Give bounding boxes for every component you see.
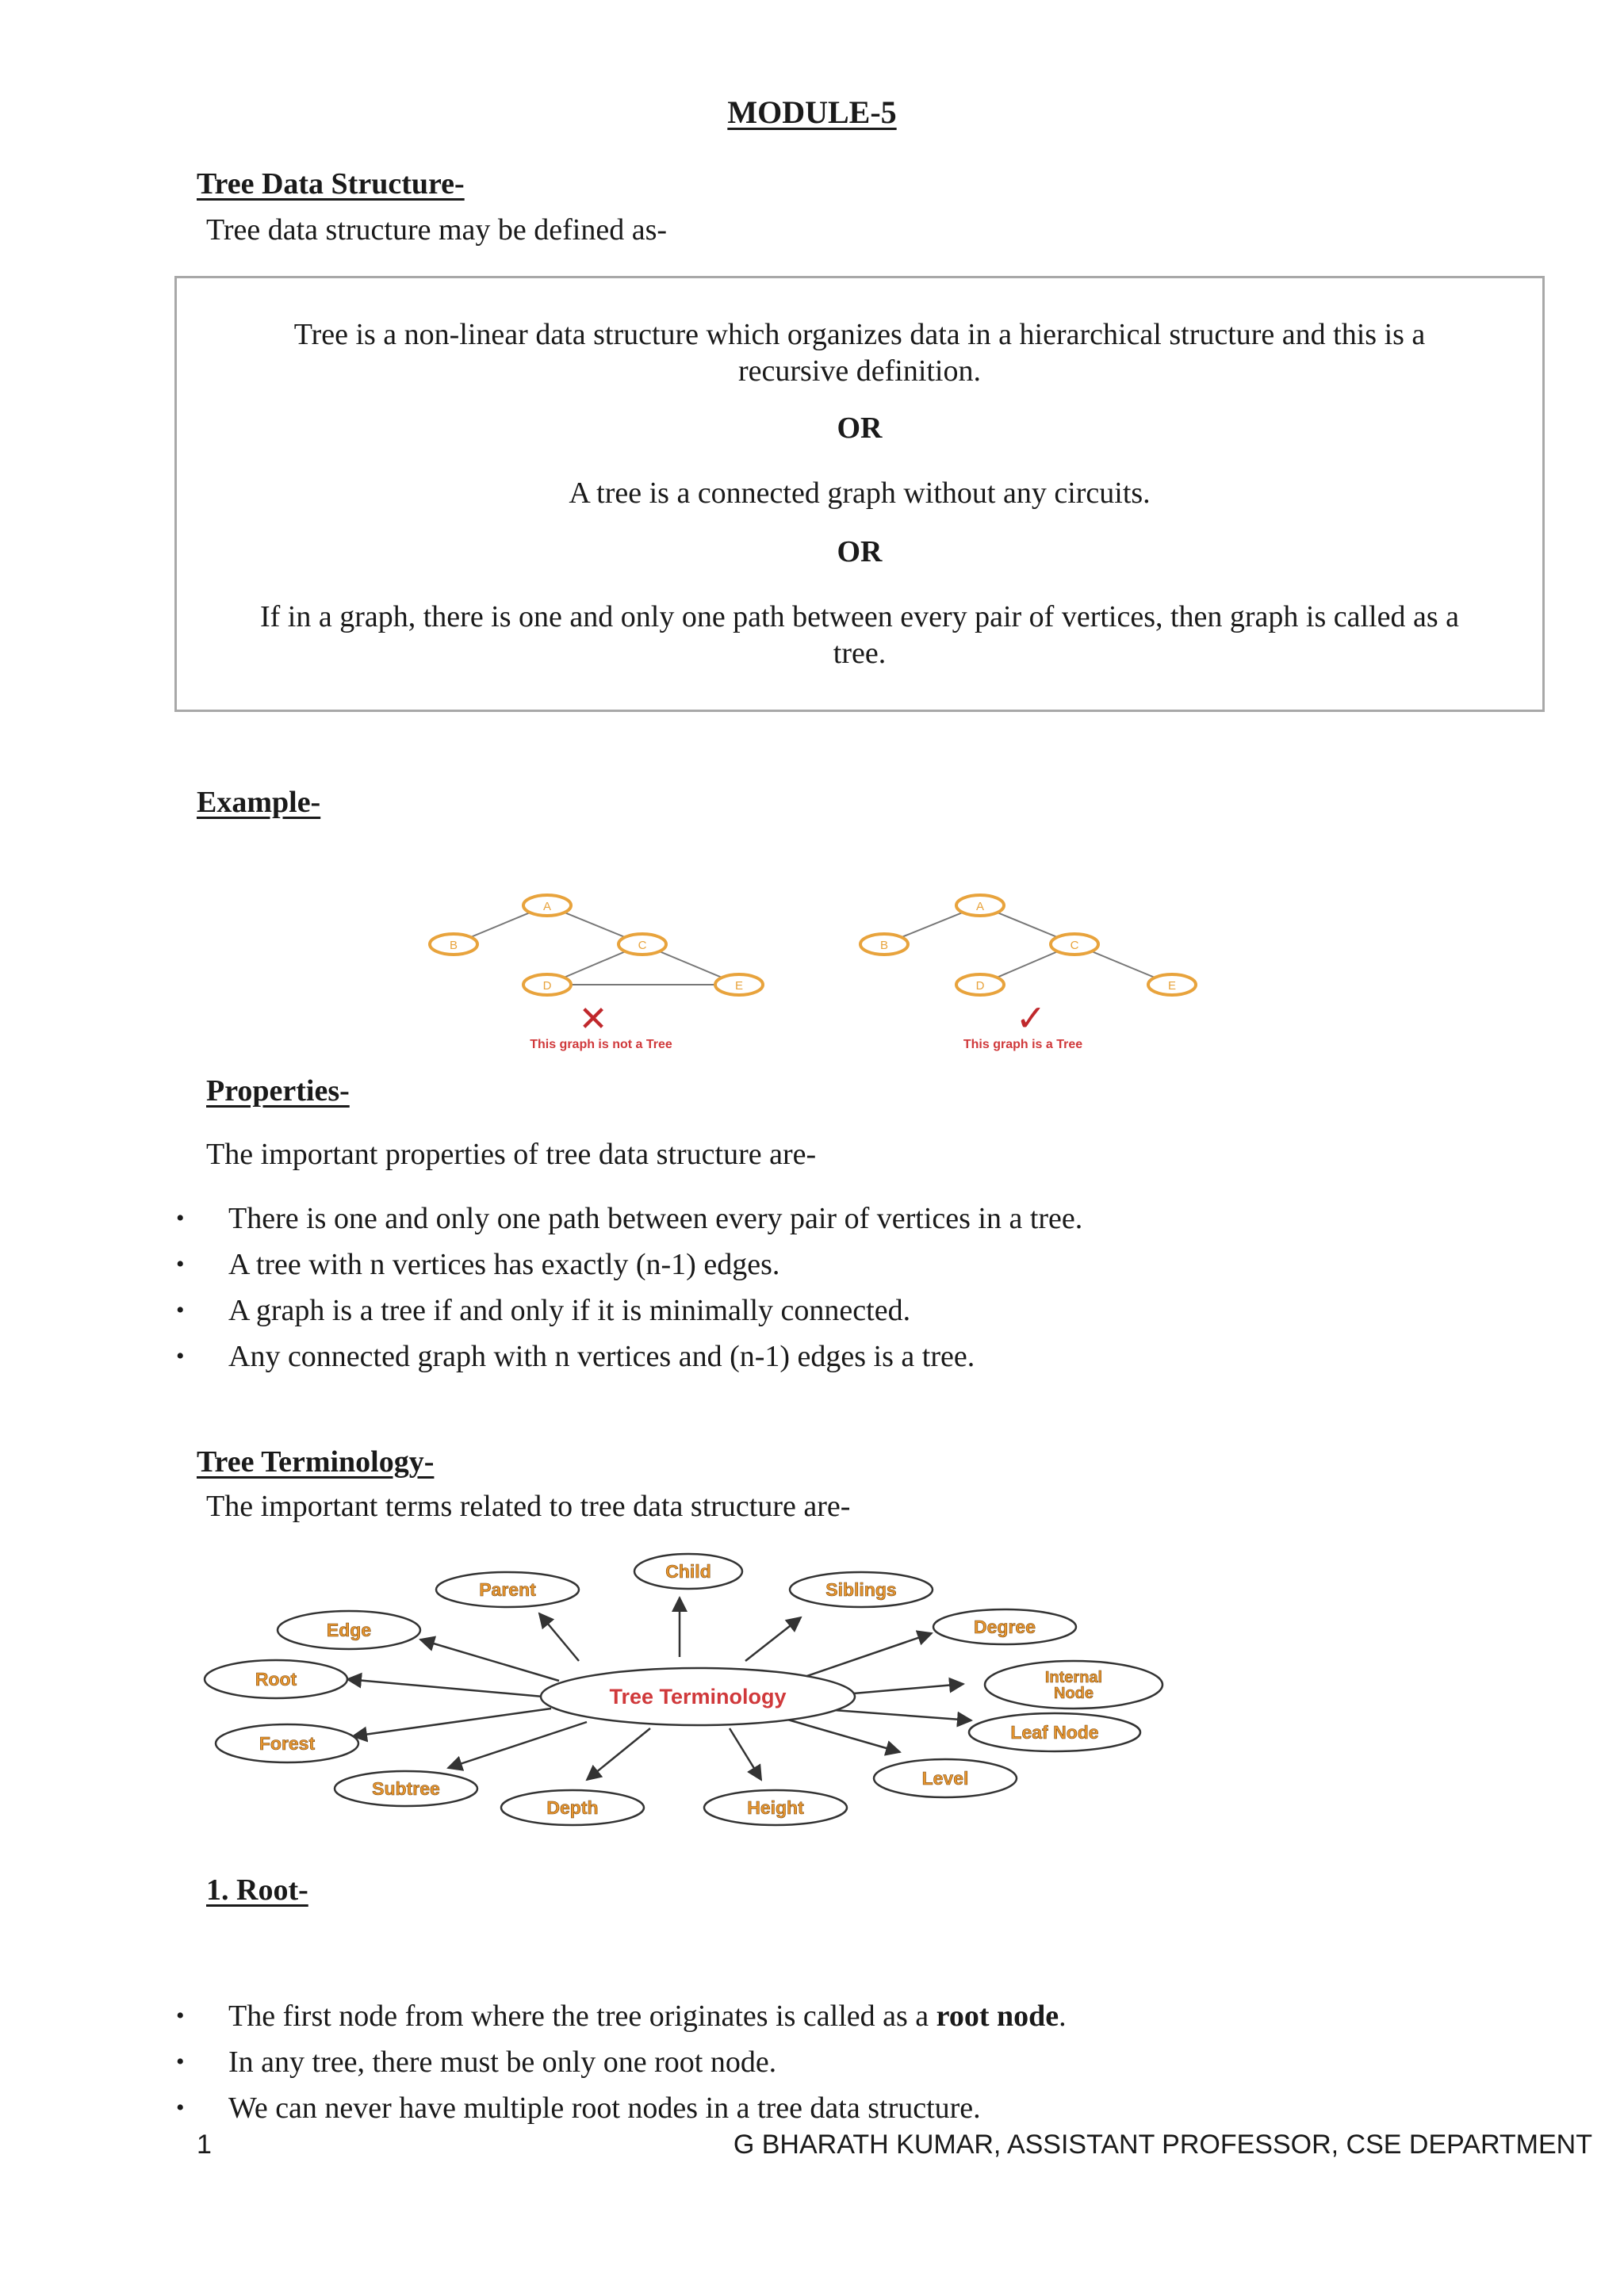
terminology-intro: The important terms related to tree data structure are- xyxy=(206,1490,851,1523)
list-item xyxy=(176,1993,1067,2039)
arrow-parent xyxy=(539,1613,579,1661)
example-graphs-figure xyxy=(396,872,1253,1062)
root-item-1-prefix: The first node from where the tree originates is called as a xyxy=(228,1999,936,2033)
svg-text:A: A xyxy=(975,900,985,913)
section-heading-properties: Properties- xyxy=(206,1074,350,1108)
graph-node xyxy=(619,934,666,955)
graph-node xyxy=(860,934,908,955)
term-label: Node xyxy=(1054,1685,1094,1702)
list-item: • A tree with n vertices has exactly (n-1) edges. xyxy=(176,1242,1082,1288)
arrow-depth xyxy=(587,1728,650,1780)
root-list xyxy=(176,1993,1067,2131)
list-item: • In any tree, there must be only one root node. xyxy=(176,2039,1067,2085)
left-graph-caption: This graph is not a Tree xyxy=(530,1038,672,1051)
terminology-diagram xyxy=(190,1538,1221,1847)
section-heading-root: 1. Root- xyxy=(206,1873,308,1907)
definition-box xyxy=(174,276,1545,712)
arrow-siblings xyxy=(745,1617,801,1661)
graph-node xyxy=(523,974,571,995)
arrow-edge xyxy=(420,1640,559,1681)
term-label: Leaf Node xyxy=(1010,1722,1099,1743)
definition-2: A tree is a connected graph without any circuits. xyxy=(569,476,1151,510)
list-item: • We can never have multiple root nodes in a tree data structure. xyxy=(176,2085,1067,2131)
root-item-1-suffix: . xyxy=(1059,1999,1067,2033)
svg-text:B: B xyxy=(449,939,458,952)
svg-text:D: D xyxy=(542,979,552,993)
term-label: Depth xyxy=(546,1797,599,1818)
term-label: Root xyxy=(255,1669,297,1689)
term-label: Siblings xyxy=(825,1579,897,1600)
list-item: • A graph is a tree if and only if it is minimally connected. xyxy=(176,1288,1082,1334)
graph-node xyxy=(715,974,763,995)
arrow-subtree xyxy=(448,1722,587,1768)
term-label: Level xyxy=(921,1768,969,1789)
definition-3-line-1: If in a graph, there is one and only one path between every pair of vertices, then graph is called as a xyxy=(259,600,1460,633)
svg-text:A: A xyxy=(542,900,552,913)
svg-text:C: C xyxy=(638,939,647,952)
page-number: 1 xyxy=(197,2130,212,2160)
right-graph xyxy=(860,895,1196,1051)
cross-mark-icon: ✕ xyxy=(578,1000,608,1039)
arrow-root xyxy=(347,1679,543,1697)
check-mark-icon: ✓ xyxy=(1015,997,1047,1039)
term-label: Subtree xyxy=(372,1778,440,1799)
term-label: Height xyxy=(747,1797,804,1818)
svg-text:E: E xyxy=(1167,979,1177,993)
tree-ds-intro: Tree data structure may be defined as- xyxy=(206,213,668,247)
graph-node xyxy=(1051,934,1098,955)
root-node-term: root node xyxy=(936,1999,1059,2033)
graph-node xyxy=(1148,974,1196,995)
svg-text:D: D xyxy=(975,979,985,993)
properties-list xyxy=(176,1196,1082,1380)
arrow-height xyxy=(730,1728,761,1780)
term-label: Parent xyxy=(479,1579,536,1600)
term-label: Edge xyxy=(326,1620,372,1640)
svg-text:B: B xyxy=(879,939,889,952)
page-title: MODULE-5 xyxy=(727,94,897,130)
graph-node xyxy=(956,974,1004,995)
section-heading-tree-ds: Tree Data Structure- xyxy=(197,167,465,201)
definition-1-line-2: recursive definition. xyxy=(737,354,981,388)
svg-text:E: E xyxy=(734,979,744,993)
definition-1-line-1: Tree is a non-linear data structure which organizes data in a hierarchical structure and this is a xyxy=(293,318,1426,351)
svg-text:C: C xyxy=(1070,939,1079,952)
graph-node xyxy=(523,895,571,916)
properties-intro: The important properties of tree data structure are- xyxy=(206,1138,817,1171)
footer-author: G BHARATH KUMAR, ASSISTANT PROFESSOR, CSE DEPARTMENT xyxy=(733,2130,1592,2160)
term-label: Child xyxy=(665,1561,711,1582)
term-label: Degree xyxy=(974,1617,1036,1637)
arrow-level xyxy=(785,1719,900,1752)
definition-3-line-2: tree. xyxy=(833,637,887,670)
graph-node xyxy=(430,934,477,955)
arrow-degree xyxy=(793,1633,932,1681)
center-label: Tree Terminology xyxy=(609,1685,787,1709)
term-label: Forest xyxy=(259,1733,316,1754)
list-item: • There is one and only one path between every pair of vertices in a tree. xyxy=(176,1196,1082,1242)
graph-node xyxy=(956,895,1004,916)
left-graph xyxy=(430,895,763,1051)
section-heading-example: Example- xyxy=(197,786,321,819)
right-graph-caption: This graph is a Tree xyxy=(963,1038,1083,1051)
or-separator-2: OR xyxy=(837,535,883,568)
section-heading-terminology: Tree Terminology- xyxy=(197,1445,435,1479)
or-separator-1: OR xyxy=(837,411,883,445)
arrow-forest xyxy=(353,1709,551,1736)
list-item: • Any connected graph with n vertices and (n-1) edges is a tree. xyxy=(176,1334,1082,1380)
term-label: Internal xyxy=(1044,1669,1103,1686)
